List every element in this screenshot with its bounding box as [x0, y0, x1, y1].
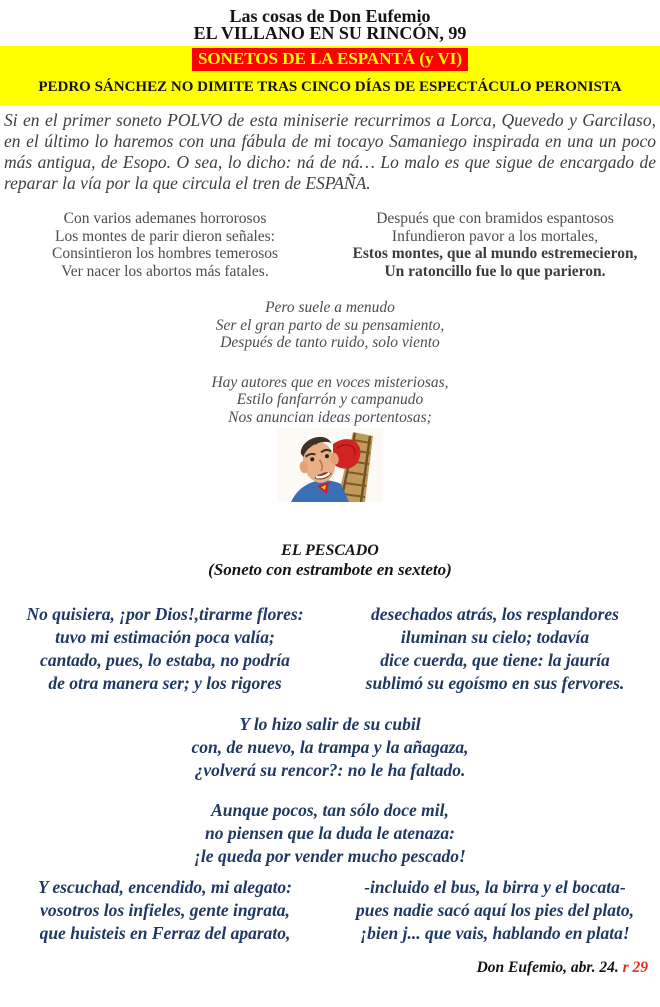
sonnet-heading	[0, 541, 660, 580]
fable-quatrain-left	[0, 210, 330, 280]
headline-band	[0, 46, 660, 105]
poem-line: de otra manera ser; y los rigores	[48, 673, 282, 693]
fable-quatrains	[0, 210, 660, 280]
caricature-superhero-train-image	[277, 428, 383, 502]
intro-paragraph: Si en el primer soneto POLVO de esta miniserie recurrimos a Lorca, Quevedo y Garcilaso, en el último lo haremos con una fábula de mi tocayo Samaniego inspirada en una un poco más antigua, de Esopo. O sea, lo dicho: ná de ná… Lo malo es que sigue de encargado de reparar la vía por la que circula el tren de ESPAÑA.	[4, 110, 656, 193]
sonnet-tercet-2	[0, 799, 660, 868]
poem-line: ¡le queda por vender mucho pescado!	[194, 846, 466, 866]
sonnet-quatrain-right	[330, 603, 660, 695]
poem-line: Y escuchad, encendido, mi alegato:	[37, 877, 293, 897]
poem-line: ¿volverá su rencor?: no le ha faltado.	[194, 760, 466, 780]
sonnet-title: EL PESCADO	[281, 542, 379, 559]
poem-line: iluminan su cielo; todavía	[400, 627, 590, 647]
sonnet-subtitle: (Soneto con estrambote en sexteto)	[208, 560, 452, 579]
poem-line: que huisteis en Ferraz del aparato,	[39, 923, 291, 943]
poem-line: Ser el gran parto de su pensamiento,	[215, 316, 445, 334]
poem-line: Nos anuncian ideas portentosas;	[228, 408, 432, 426]
poem-line: Y lo hizo salir de su cubil	[239, 714, 421, 734]
section-highlight-title: SONETOS DE LA ESPANTÁ (y VI)	[192, 48, 468, 71]
poem-line: Un ratoncillo fue lo que parieron.	[384, 262, 606, 280]
sonnet-estrambote	[0, 876, 660, 945]
footer-signature-row	[0, 959, 660, 977]
poem-line: dice cuerda, que tiene: la jauría	[380, 650, 610, 670]
fable-quatrain-right-bold	[330, 245, 660, 280]
poem-line: No quisiera, ¡por Dios!,tirarme flores:	[26, 604, 304, 624]
poem-line: ¡bien j... que vais, hablando en plata!	[360, 923, 630, 943]
fable-tercet-1	[0, 299, 660, 352]
poem-line: Ver nacer los abortos más fatales.	[61, 262, 269, 280]
poem-line: tuvo mi estimación poca valía;	[55, 627, 275, 647]
page-title: Las cosas de Don Eufemio	[229, 6, 431, 26]
poem-line: sublimó su egoísmo en sus fervores.	[365, 673, 625, 693]
poem-line: cantado, pues, lo estaba, no podría	[40, 650, 290, 670]
poem-line: pues nadie sacó aquí los pies del plato,	[355, 900, 635, 920]
poem-line: Los montes de parir dieron señales:	[55, 227, 275, 245]
fable-tercet-2	[0, 374, 660, 427]
poem-line: Con varios ademanes horrorosos	[63, 210, 267, 227]
fable-quatrain-right	[330, 210, 660, 280]
poem-line: con, de nuevo, la trampa y la añagaza,	[191, 737, 469, 757]
footer-revision-mark: r 29	[618, 959, 648, 976]
poem-line: Estilo fanfarrón y campanudo	[236, 391, 424, 408]
poem-line: Hay autores que en voces misteriosas,	[211, 373, 449, 391]
sonnet-tercet-1	[0, 713, 660, 782]
estrambote-left	[0, 876, 330, 945]
sonnet-quatrains	[0, 603, 660, 695]
series-title: EL VILLANO EN SU RINCÓN, 99	[193, 23, 467, 43]
poem-line: Después que con bramidos espantosos	[376, 210, 614, 227]
illustration-container	[0, 428, 660, 507]
poem-line: Aunque pocos, tan sólo doce mil,	[211, 800, 449, 820]
poem-line: -incluido el bus, la birra y el bocata-	[364, 877, 626, 897]
poem-line: Consintieron los hombres temerosos	[51, 245, 279, 262]
poem-line: vosotros los infieles, gente ingrata,	[40, 900, 290, 920]
sonnet-quatrain-left	[0, 603, 330, 695]
poem-line: desechados atrás, los resplandores	[371, 604, 619, 624]
poem-line: Infundieron pavor a los mortales,	[391, 227, 599, 245]
poem-line: no piensen que la duda le atenaza:	[205, 823, 455, 843]
footer-signature: Don Eufemio, abr. 24.	[476, 959, 619, 976]
headline-subtitle: PEDRO SÁNCHEZ NO DIMITE TRAS CINCO DÍAS DE ESPECTÁCULO PERONISTA	[38, 79, 622, 95]
poem-line: Pero suele a menudo	[265, 299, 395, 316]
poem-line: Estos montes, que al mundo estremecieron,	[352, 245, 638, 262]
estrambote-right	[330, 876, 660, 945]
poem-line: Después de tanto ruido, solo viento	[220, 334, 440, 351]
fable-quatrain-right-normal	[330, 210, 660, 245]
